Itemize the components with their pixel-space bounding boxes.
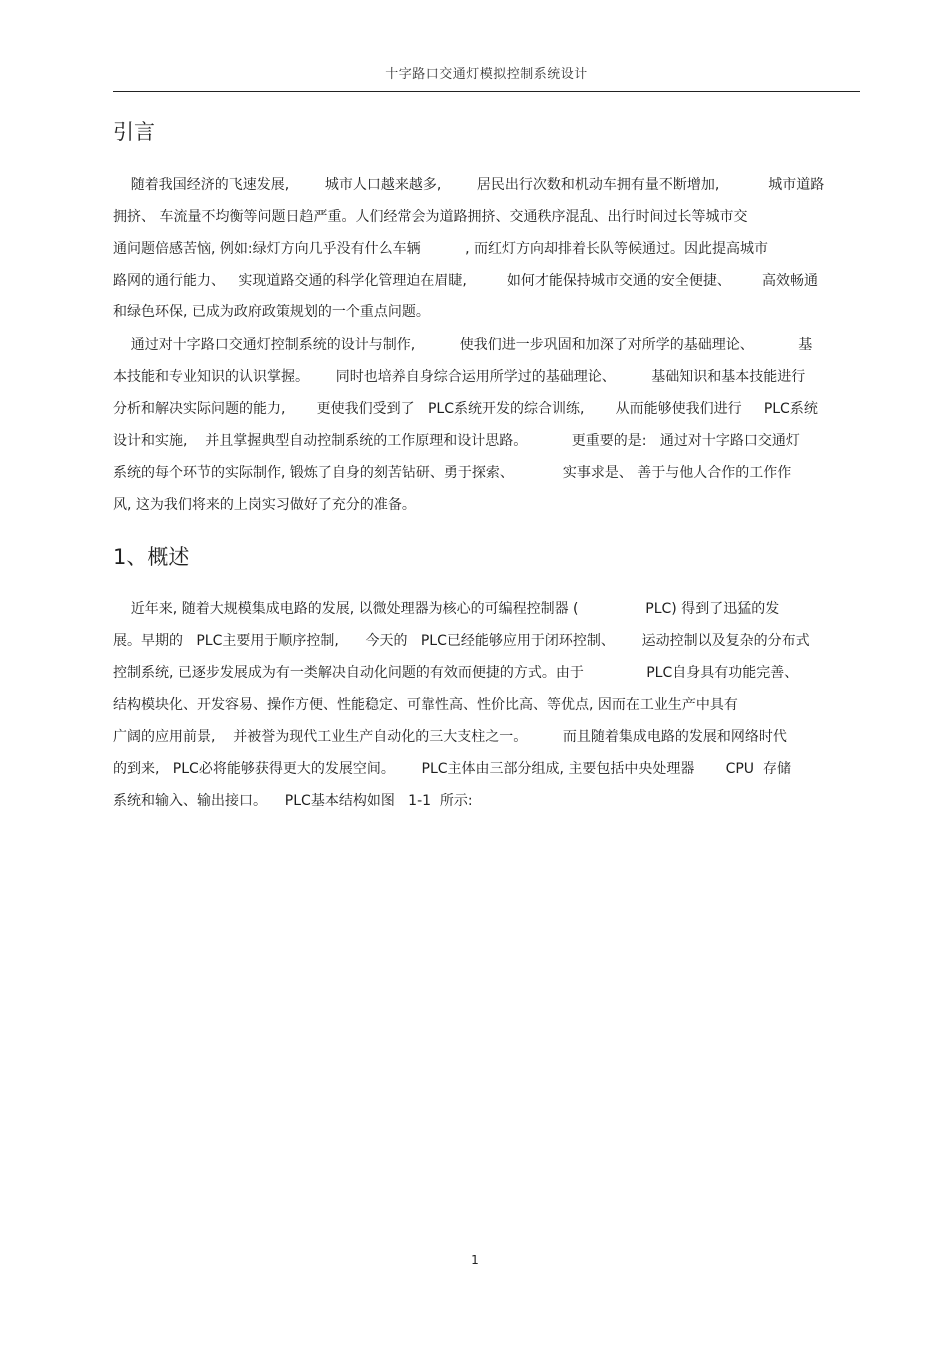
paragraph-line: 近年来, 随着大规模集成电路的发展, 以微处理器为核心的可编程控制器 ( PLC) 得到了迅猛的发 — [113, 601, 780, 617]
paragraph-line: 和绿色环保, 已成为政府政策规划的一个重点问题。 — [113, 304, 430, 320]
header-title: 十字路口交通灯模拟控制系统设计 — [385, 67, 588, 82]
paragraph-line: 控制系统, 已逐步发展成为有一类解决自动化问题的有效而便捷的方式。由于 PLC自身具有功能完善、 — [113, 665, 799, 681]
paragraph-line: 展。早期的 PLC主要用于顺序控制, 今天的 PLC已经能够应用于闭环控制、 运动控制以及复杂的分布式 — [113, 633, 810, 649]
page-number: 1 — [471, 1253, 479, 1267]
running-header — [113, 66, 860, 92]
paragraph-line: 分析和解决实际问题的能力, 更使我们受到了 PLC系统开发的综合训练, 从而能够使我们进行 PLC系统 — [113, 401, 818, 417]
paragraph-line: 设计和实施, 并且掌握典型自动控制系统的工作原理和设计思路。 更重要的是: 通过对十字路口交通灯 — [113, 433, 800, 449]
paragraph-line: 拥挤、 车流量不均衡等问题日趋严重。人们经常会为道路拥挤、交通秩序混乱、出行时间过长等城市交 — [113, 209, 748, 225]
paragraph-line: 结构模块化、开发容易、操作方便、性能稳定、可靠性高、性价比高、等优点, 因而在工业生产中具有 — [113, 697, 738, 713]
paragraph-line: 本技能和专业知识的认识掌握。 同时也培养自身综合运用所学过的基础理论、 基础知识和基本技能进行 — [113, 369, 806, 385]
paragraph-line: 风, 这为我们将来的上岗实习做好了充分的准备。 — [113, 497, 416, 513]
paragraph-line: 随着我国经济的飞速发展, 城市人口越来越多, 居民出行次数和机动车拥有量不断增加, 城市道路 — [113, 177, 825, 193]
paragraph-line: 系统的每个环节的实际制作, 锻炼了自身的刻苦钻研、勇于探索、 实事求是、 善于与他人合作的工作作 — [113, 465, 792, 481]
paragraph-line: 路网的通行能力、 实现道路交通的科学化管理迫在眉睫, 如何才能保持城市交通的安全便捷、 高效畅通 — [113, 273, 819, 289]
paragraph-line: 通问题倍感苦恼, 例如:绿灯方向几乎没有什么车辆 , 而红灯方向却排着长队等候通过。因此提高城市 — [113, 241, 769, 257]
section-heading-introduction: 引言 — [113, 120, 155, 144]
paragraph-line: 系统和输入、输出接口。 PLC基本结构如图 1-1 所示: — [113, 793, 473, 809]
paragraph-line: 通过对十字路口交通灯控制系统的设计与制作, 使我们进一步巩固和加深了对所学的基础理论、 基 — [113, 337, 813, 353]
section-heading-overview: 1、概述 — [113, 545, 190, 569]
paragraph-line: 广阔的应用前景, 并被誉为现代工业生产自动化的三大支柱之一。 而且随着集成电路的发展和网络时代 — [113, 729, 787, 745]
paragraph-line: 的到来, PLC必将能够获得更大的发展空间。 PLC主体由三部分组成, 主要包括中央处理器 CPU 存储 — [113, 761, 791, 777]
